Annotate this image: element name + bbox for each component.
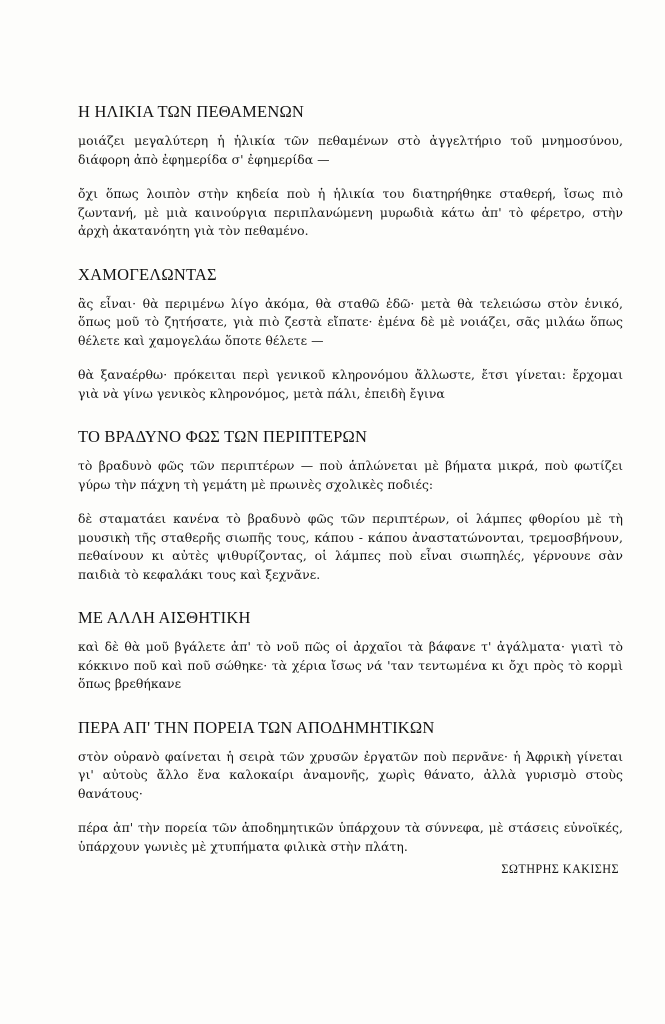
paragraph: θὰ ξαναέρθω· πρόκειται περὶ γενικοῦ κληρονόμου ἄλλωστε, ἔτσι γίνεται: ἔρχομαι γιὰ νὰ γίνω γενικὸς κληρονόμος, μετὰ πάλι, ἐπειδὴ ἔγινα [78, 367, 623, 401]
poem-section-evening-light [78, 427, 623, 584]
paragraph: μοιάζει μεγαλύτερη ἡ ἡλικία τῶν πεθαμένων στὸ ἀγγελτήριο τοῦ μνημοσύνου, διάφορη ἀπὸ ἐφημερίδα σ' ἐφημερίδα — [78, 133, 623, 167]
paragraph-gap [78, 169, 623, 185]
section-title: ΧΑΜΟΓΕΛΩΝΤΑΣ [78, 264, 217, 284]
poem-section-age-of-the-dead [78, 102, 623, 241]
paragraph: στὸν οὐρανὸ φαίνεται ἡ σειρὰ τῶν χρυσῶν ἐργατῶν ποὺ περνᾶνε· ἡ Ἀφρικὴ γίνεται γι' αὐτοὺς ἄλλο ἕνα καλοκαίρι ἀναμονῆς, χωρὶς θάνατο, ἀλλὰ γυρισμὸ στοὺς θανάτους· [78, 748, 623, 801]
section-title: ΤΟ ΒΡΑΔΥΝΟ ΦΩΣ ΤΩΝ ΠΕΡΙΠΤΕΡΩΝ [78, 427, 368, 446]
section-title: ΠΕΡΑ ΑΠ' ΤΗΝ ΠΟΡΕΙΑ ΤΩΝ ΑΠΟΔΗΜΗΤΙΚΩΝ [78, 717, 435, 737]
paragraph: δὲ σταματάει κανένα τὸ βραδυνὸ φῶς τῶν περιπτέρων, οἱ λάμπες φθορίου μὲ τὴ μουσικὴ τῆς σταθερῆς σιωπῆς τους, κάπου - κάπου ἀναστατώνονται, τρεμοσβήνουν, πεθαίνουν κι αὐτὲς ψιθυρίζοντας, οἱ λάμπες ποὺ εἶναι σιωπηλές, γέρνουνε σὰν παιδιὰ τὸ κεφαλάκι τους καὶ ξεχνᾶνε. [78, 511, 623, 582]
paragraph: τὸ βραδυνὸ φῶς τῶν περιπτέρων — ποὺ ἁπλώνεται μὲ βήματα μικρά, ποὺ φωτίζει γύρω τὴν πάχνη τὴ γεμάτη μὲ πρωινὲς σχολικὲς ποδιές: [78, 458, 623, 492]
section-gap [78, 694, 623, 718]
paragraph-gap [78, 350, 623, 366]
paragraph: ὄχι ὅπως λοιπὸν στὴν κηδεία ποὺ ἡ ἡλικία του διατηρήθηκε σταθερή, ἴσως πιὸ ζωντανή, μὲ μιὰ καινούργια περιπλανώμενη μυρωδιὰ κάτω ἀπ' τὸ φέρετρο, στὴν ἀρχὴ ἀκατανόητη γιὰ τὸν πεθαμένο. [78, 186, 623, 238]
section-title: Η ΗΛΙΚΙΑ ΤΩΝ ΠΕΘΑΜΕΝΩΝ [78, 102, 305, 121]
paragraph: καὶ δὲ θὰ μοῦ βγάλετε ἀπ' τὸ νοῦ πῶς οἱ ἀρχαῖοι τὰ βάφανε τ' ἀγάλματα· γιατὶ τὸ κόκκινο ποῦ καὶ ποῦ σώθηκε· τὰ χέρια ἴσως νά 'ταν τεντωμένα κι ὄχι πρὸς τὸ κορμὶ ὅπως βρεθήκανε [78, 639, 623, 691]
paragraph: πέρα ἀπ' τὴν πορεία τῶν ἀποδημητικῶν ὑπάρχουν τὰ σύννεφα, μὲ στάσεις εὐνοϊκές, ὑπάρχουν γωνιὲς μὲ χτυπήματα φιλικὰ στὴν πλάτη. [78, 820, 623, 854]
paragraph-gap [78, 494, 623, 510]
poem-section-migratory-birds [78, 718, 623, 857]
poem-section-other-aesthetic [78, 608, 623, 694]
paragraph: ἂς εἶναι· θὰ περιμένω λίγο ἀκόμα, θὰ σταθῶ ἐδῶ· μετὰ θὰ τελειώσω στὸν ἑνικό, ὅπως μοῦ τὸ ζητήσατε, γιὰ πιὸ ζεστὰ εἴπατε· ἐμένα δὲ μὲ νοιάζει, σᾶς μιλάω ὅπως θέλετε καὶ χαμογελάω ὅποτε θέλετε — [78, 295, 623, 348]
section-gap [78, 403, 623, 427]
poem-section-smiling [78, 265, 623, 404]
section-gap [78, 584, 623, 608]
section-title: ΜΕ ΑΛΛΗ ΑΙΣΘΗΤΙΚΗ [78, 608, 251, 627]
section-gap [78, 241, 623, 265]
author-signature: ΣΩΤΗΡΗΣ ΚΑΚΙΣΗΣ [501, 862, 619, 876]
paragraph-gap [78, 803, 623, 819]
poem-column [78, 102, 623, 877]
